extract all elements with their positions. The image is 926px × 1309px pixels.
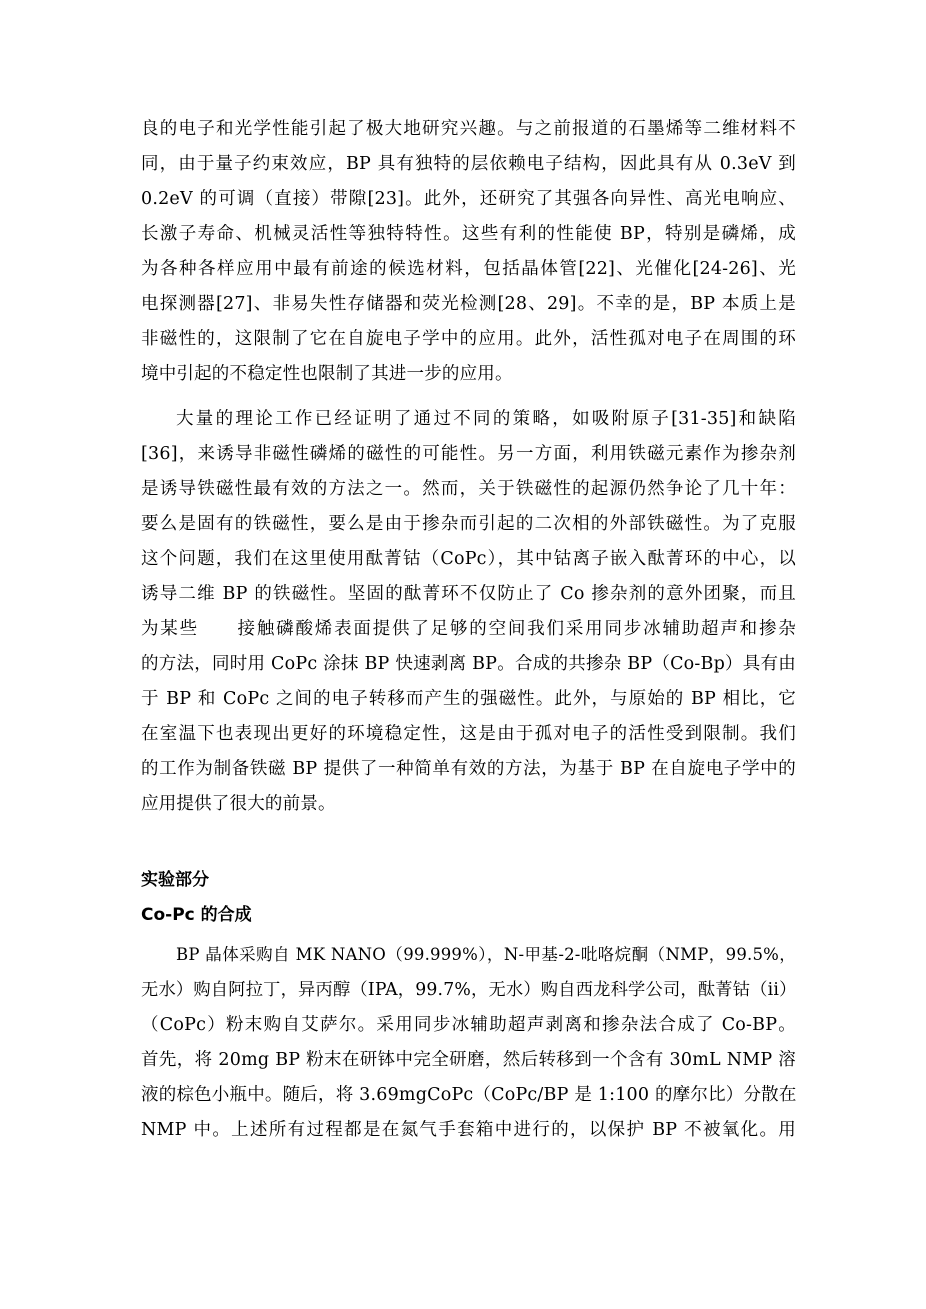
text-line: 电探测器[27]、非易失性存储器和荧光检测[28、29]。不幸的是，BP 本质上是	[141, 294, 796, 314]
text-line: 要么是固有的铁磁性，要么是由于掺杂而引起的二次相的外部铁磁性。为了克服	[141, 514, 796, 534]
text-line: 非磁性的，这限制了它在自旋电子学中的应用。此外，活性孤对电子在周围的环	[141, 329, 796, 349]
text-line: 这个问题，我们在这里使用酞菁钴（CoPc），其中钴离子嵌入酞菁环的中心，以	[141, 549, 796, 569]
text-line: 境中引起的不稳定性也限制了其进一步的应用。	[141, 364, 513, 384]
text-line: 诱导二维 BP 的铁磁性。坚固的酞菁环不仅防止了 Co 掺杂剂的意外团聚，而且	[141, 584, 796, 604]
text-line: 的工作为制备铁磁 BP 提供了一种简单有效的方法，为基于 BP 在自旋电子学中的	[141, 759, 796, 779]
text-line: 为各种各样应用中最有前途的候选材料，包括晶体管[22]、光催化[24-26]、光	[141, 259, 796, 279]
text-line: 于 BP 和 CoPc 之间的电子转移而产生的强磁性。此外，与原始的 BP 相比，它	[141, 689, 796, 709]
text-line: 0.2eV 的可调（直接）带隙[23]。此外，还研究了其强各向异性、高光电响应、	[141, 189, 796, 209]
text-line: 无水）购自阿拉丁，异丙醇（IPA，99.7%，无水）购自西龙科学公司，酞菁钴（ii）	[141, 980, 797, 1000]
text-line: [36]，来诱导非磁性磷烯的磁性的可能性。另一方面，利用铁磁元素作为掺杂剂	[141, 444, 796, 464]
text-line: 的方法，同时用 CoPc 涂抹 BP 快速剥离 BP。合成的共掺杂 BP（Co-Bp）具有由	[141, 654, 796, 674]
text-line: 首先，将 20mg BP 粉末在研钵中完全研磨，然后转移到一个含有 30mL NMP 溶	[141, 1050, 796, 1070]
text-line: 应用提供了很大的前景。	[141, 794, 336, 814]
text-line: BP 晶体采购自 MK NANO（99.999%），N-甲基-2-吡咯烷酮（NMP，99.5%，	[176, 945, 796, 964]
text-line: 是诱导铁磁性最有效的方法之一。然而，关于铁磁性的起源仍然争论了几十年：	[141, 479, 796, 499]
subsection-heading: Co-Pc 的合成	[141, 905, 252, 925]
text-line: 液的棕色小瓶中。随后，将 3.69mgCoPc（CoPc/BP 是 1:100 的摩尔比）分散在	[141, 1085, 797, 1105]
text-line: 长激子寿命、机械灵活性等独特特性。这些有利的性能使 BP，特别是磷烯，成	[141, 224, 796, 244]
text-line: 为某些 接触磷酸烯表面提供了足够的空间我们采用同步冰辅助超声和掺杂	[141, 619, 796, 639]
text-line: 大量的理论工作已经证明了通过不同的策略，如吸附原子[31-35]和缺陷	[176, 409, 796, 429]
text-line: 良的电子和光学性能引起了极大地研究兴趣。与之前报道的石墨烯等二维材料不	[141, 119, 796, 139]
text-line: 同，由于量子约束效应，BP 具有独特的层依赖电子结构，因此具有从 0.3eV 到	[141, 154, 796, 174]
text-line: 在室温下也表现出更好的环境稳定性，这是由于孤对电子的活性受到限制。我们	[141, 724, 796, 744]
text-line: NMP 中。上述所有过程都是在氮气手套箱中进行的，以保护 BP 不被氧化。用	[141, 1120, 796, 1140]
section-heading: 实验部分	[141, 870, 209, 890]
text-line: （CoPc）粉末购自艾萨尔。采用同步冰辅助超声剥离和掺杂法合成了 Co-BP。	[141, 1015, 796, 1035]
